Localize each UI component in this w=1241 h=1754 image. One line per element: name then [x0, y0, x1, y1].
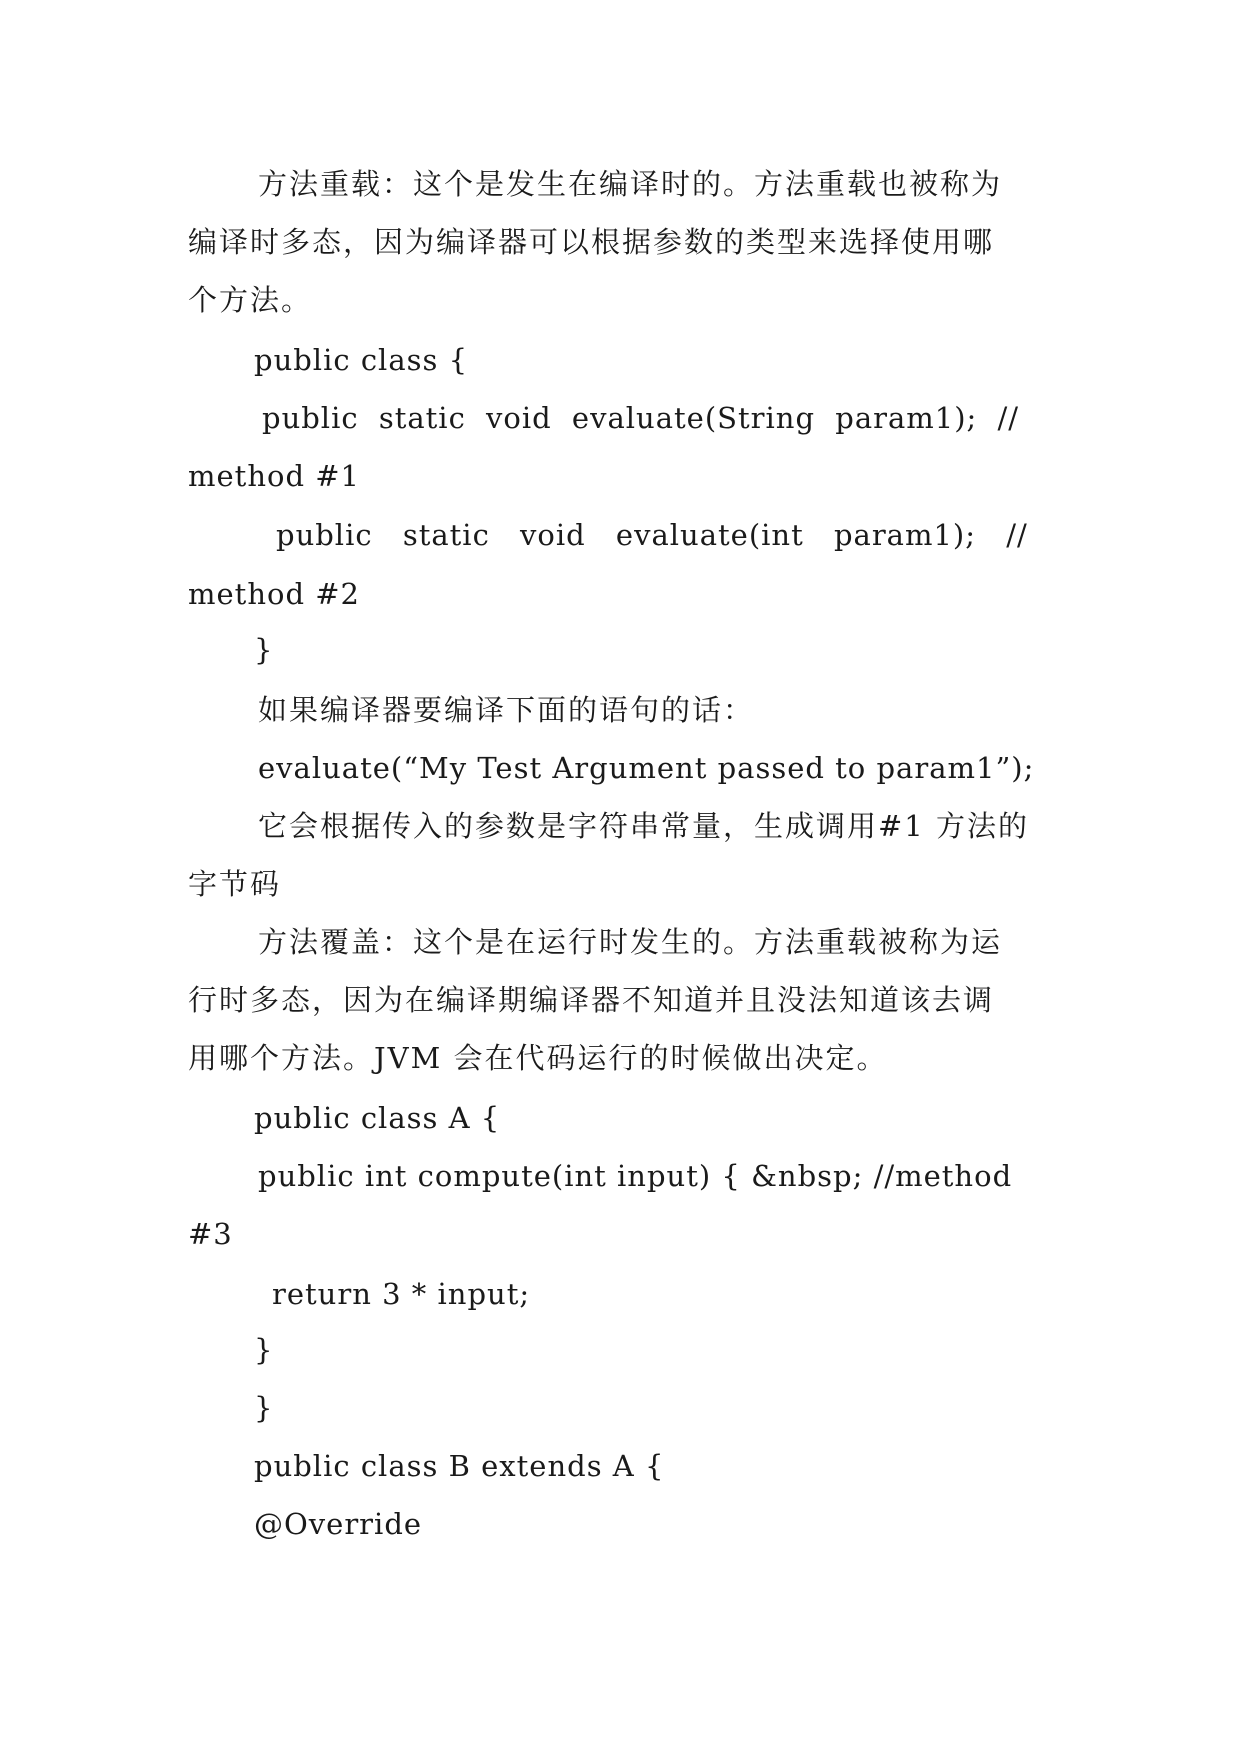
code-line: method #1	[188, 459, 360, 493]
paragraph-bytecode-line-2: 字节码	[188, 867, 282, 901]
paragraph-overload-line-3: 个方法。	[188, 283, 313, 317]
code-line: return 3 * input;	[272, 1277, 531, 1311]
paragraph-compile-statement: 如果编译器要编译下面的语句的话：	[258, 693, 755, 727]
code-line: public class A {	[254, 1101, 501, 1135]
paragraph-overload-line-2: 编译时多态，因为编译器可以根据参数的类型来选择使用哪	[188, 225, 995, 259]
code-line: }	[254, 1391, 274, 1425]
code-line: @Override	[254, 1507, 423, 1541]
paragraph-bytecode-line-1: 它会根据传入的参数是字符串常量，生成调用#1 方法的	[258, 809, 1029, 843]
code-line: public int compute(int input) { &nbsp; //method	[258, 1159, 1013, 1193]
code-line: #3	[188, 1217, 233, 1251]
code-line: public class {	[254, 343, 469, 377]
code-line: }	[254, 633, 274, 667]
code-line: public class B extends A {	[254, 1449, 665, 1483]
code-line: public static void evaluate(int param1); //	[276, 518, 1028, 552]
paragraph-overload-line-1: 方法重载：这个是发生在编译时的。方法重载也被称为	[258, 167, 1003, 201]
paragraph-override-line-3: 用哪个方法。JVM 会在代码运行的时候做出决定。	[188, 1041, 888, 1075]
code-line: evaluate(“My Test Argument passed to param1”);	[258, 751, 1035, 785]
code-line: public static void evaluate(String param1); //	[262, 401, 1020, 435]
paragraph-override-line-2: 行时多态，因为在编译期编译器不知道并且没法知道该去调	[188, 983, 995, 1017]
code-line: }	[254, 1333, 274, 1367]
paragraph-override-line-1: 方法覆盖：这个是在运行时发生的。方法重载被称为运	[258, 925, 1003, 959]
code-line: method #2	[188, 577, 360, 611]
